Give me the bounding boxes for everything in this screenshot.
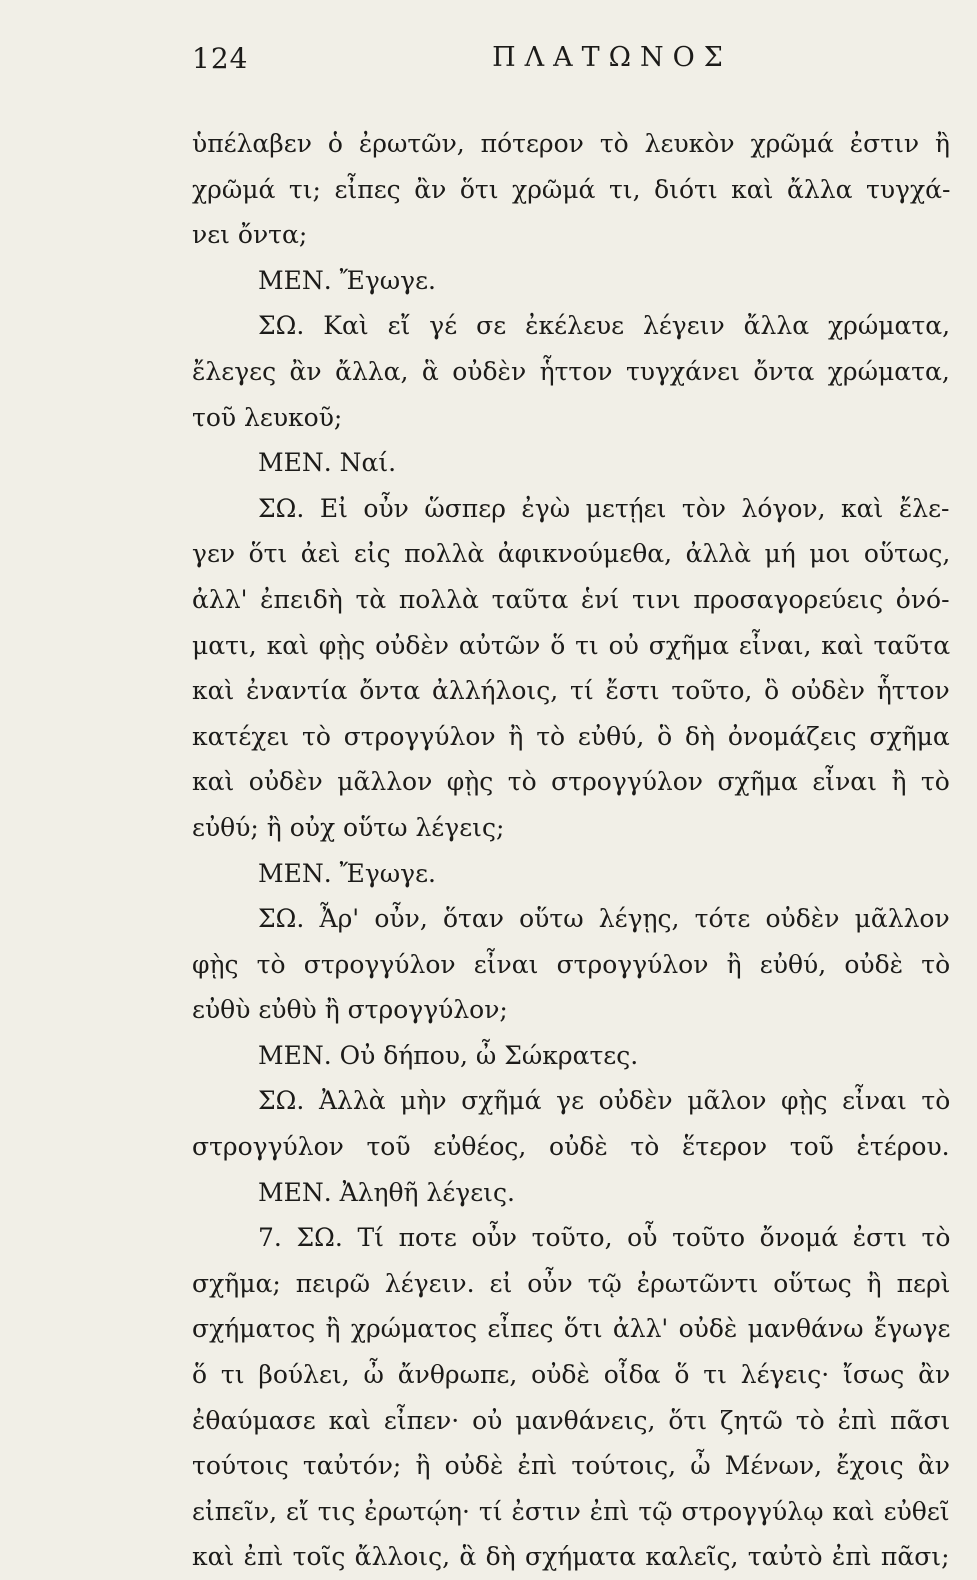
text-line: εὐθὺ εὐθὺ ἢ στρογγύλον; bbox=[192, 995, 508, 1025]
text-line: καὶ ἐναντία ὄντα ἀλλήλοις, τί ἔστι τοῦτο, ὃ οὐδὲν ἧττον bbox=[192, 676, 950, 706]
text-line: ΣΩ. Καὶ εἴ γέ σε ἐκέλευε λέγειν ἄλλα χρώματα, bbox=[258, 311, 950, 341]
text-line: κατέχει τὸ στρογγύλον ἢ τὸ εὐθύ, ὃ δὴ ὀνομάζεις σχῆμα bbox=[192, 721, 950, 751]
text-line: φῂς τὸ στρογγύλον εἶναι στρογγύλον ἢ εὐθύ, οὐδὲ τὸ bbox=[192, 949, 950, 979]
text-line: ΜΕΝ. Ναί. bbox=[258, 448, 397, 478]
text-line: καὶ ἐπὶ τοῖς ἄλλοις, ἃ δὴ σχήματα καλεῖς, ταὐτὸ ἐπὶ πᾶσι; bbox=[192, 1542, 950, 1572]
text-line: ΣΩ. Ἆρ' οὖν, ὅταν οὕτω λέγῃς, τότε οὐδὲν μᾶλλον bbox=[258, 904, 950, 934]
page-number: 124 bbox=[192, 42, 249, 75]
text-line: γεν ὅτι ἀεὶ εἰς πολλὰ ἀφικνούμεθα, ἀλλὰ μή μοι οὕτως, bbox=[192, 539, 950, 569]
text-line: ὑπέλαβεν ὁ ἐρωτῶν, πότερον τὸ λευκὸν χρῶμά ἐστιν ἢ bbox=[192, 129, 950, 158]
text-line: ἐθαύμασε καὶ εἶπεν· οὐ μανθάνεις, ὅτι ζητῶ τὸ ἐπὶ πᾶσι bbox=[192, 1405, 950, 1435]
text-line: ματι, καὶ φῂς οὐδὲν αὐτῶν ὅ τι οὐ σχῆμα εἶναι, καὶ ταῦτα bbox=[192, 630, 950, 660]
text-line: τοῦ λευκοῦ; bbox=[192, 402, 343, 432]
text-line: εἰπεῖν, εἴ τις ἐρωτῴη· τί ἐστιν ἐπὶ τῷ στρογγύλῳ καὶ εὐθεῖ bbox=[192, 1496, 950, 1526]
text-line: ΜΕΝ. Ἀληθῆ λέγεις. bbox=[258, 1177, 515, 1207]
text-line: σχήματος ἢ χρώματος εἶπες ὅτι ἀλλ' οὐδὲ μανθάνω ἔγωγε bbox=[192, 1314, 950, 1344]
text-line: νει ὄντα; bbox=[192, 220, 308, 250]
running-title: ΠΛΑΤΩΝΟΣ bbox=[492, 42, 732, 73]
text-line: ΜΕΝ. Ἔγωγε. bbox=[258, 858, 436, 888]
text-line: χρῶμά τι; εἶπες ἂν ὅτι χρῶμά τι, διότι καὶ ἄλλα τυγχά- bbox=[192, 174, 950, 204]
text-line: καὶ οὐδὲν μᾶλλον φῂς τὸ στρογγύλον σχῆμα εἶναι ἢ τὸ bbox=[192, 767, 950, 797]
text-line: τούτοις ταὐτόν; ἢ οὐδὲ ἐπὶ τούτοις, ὦ Μένων, ἔχοις ἂν bbox=[192, 1451, 950, 1481]
text-line: ΣΩ. Εἰ οὖν ὥσπερ ἐγὼ μετῄει τὸν λόγον, καὶ ἔλε- bbox=[258, 493, 950, 523]
text-line: στρογγύλον τοῦ εὐθέος, οὐδὲ τὸ ἕτερον τοῦ ἑτέρου. bbox=[192, 1132, 950, 1162]
text-line: ὅ τι βούλει, ὦ ἄνθρωπε, οὐδὲ οἶδα ὅ τι λέγεις· ἴσως ἂν bbox=[192, 1360, 950, 1390]
text-line: ἔλεγες ἂν ἄλλα, ἃ οὐδὲν ἧττον τυγχάνει ὄντα χρώματα, bbox=[192, 356, 950, 386]
text-line: εὐθύ; ἢ οὐχ οὕτω λέγεις; bbox=[192, 812, 505, 842]
text-line: ΜΕΝ. Οὐ δήπου, ὦ Σώκρατες. bbox=[258, 1040, 639, 1070]
page-header bbox=[192, 42, 950, 86]
body-text bbox=[192, 121, 950, 1580]
text-line: 7. ΣΩ. Τί ποτε οὖν τοῦτο, οὗ τοῦτο ὄνομά ἐστι τὸ bbox=[258, 1223, 950, 1253]
text-line: ΣΩ. Ἀλλὰ μὴν σχῆμά γε οὐδὲν μᾶλον φῂς εἶναι τὸ bbox=[258, 1086, 950, 1116]
text-line: σχῆμα; πειρῶ λέγειν. εἰ οὖν τῷ ἐρωτῶντι οὕτως ἢ περὶ bbox=[192, 1268, 950, 1298]
text-line: ἀλλ' ἐπειδὴ τὰ πολλὰ ταῦτα ἑνί τινι προσαγορεύεις ὀνό- bbox=[192, 584, 950, 614]
text-line: ΜΕΝ. Ἔγωγε. bbox=[258, 265, 436, 295]
